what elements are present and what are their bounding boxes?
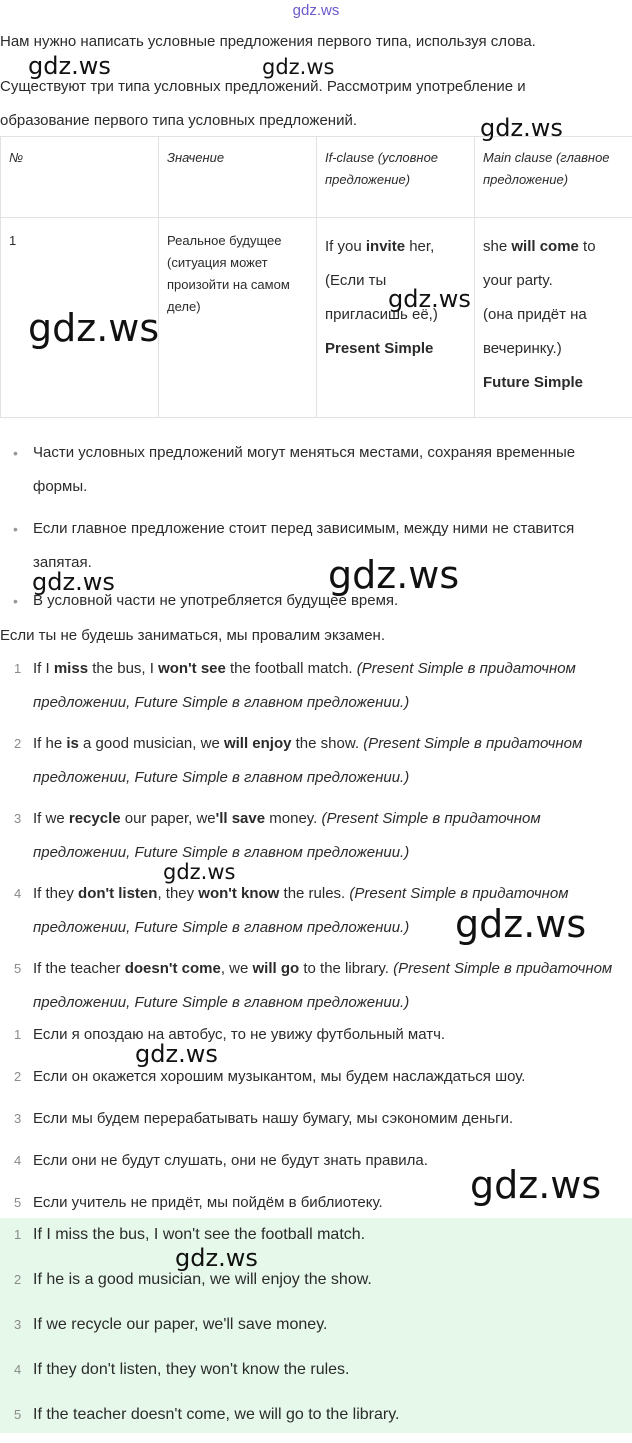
- main-translation: (она придёт на вечеринку.): [483, 298, 624, 366]
- watermark: gdz.ws: [135, 1040, 218, 1068]
- table-header-row: [1, 137, 632, 218]
- final-answers-list: [0, 1218, 632, 1443]
- table-header-main-clause: Main clause (главное предложение): [475, 137, 632, 218]
- watermark: gdz.ws: [262, 55, 334, 79]
- watermark-top: gdz.ws: [0, 2, 632, 19]
- watermark: gdz.ws: [32, 568, 115, 596]
- watermark: gdz.ws: [328, 553, 459, 597]
- watermark: gdz.ws: [175, 1244, 258, 1272]
- list-item: 1 If I miss the bus, I won't see the football match.: [0, 1218, 632, 1263]
- table-cell-num: 1: [1, 218, 159, 418]
- list-item: 4 Если они не будут слушать, они не будут знать правила.: [0, 1148, 632, 1190]
- list-item: 2 If he is a good musician, we will enjoy the show. (Present Simple в придаточном предложении, Future Simple в главном предложении.): [0, 727, 632, 802]
- answers-explained-list: [0, 652, 632, 1027]
- conditional-table: [0, 136, 632, 418]
- watermark: gdz.ws: [388, 285, 471, 313]
- if-tense: Present Simple: [325, 332, 466, 366]
- list-item: • В условной части не употребляется будущее время.: [0, 588, 620, 614]
- intro-line-1: Нам нужно написать условные предложения первого типа, используя слова.: [0, 32, 536, 52]
- watermark: gdz.ws: [480, 114, 563, 142]
- watermark: gdz.ws: [28, 306, 159, 350]
- list-item: 3 If we recycle our paper, we'll save money. (Present Simple в придаточном предложении, Future Simple в главном предложении.): [0, 802, 632, 877]
- list-item: 5 If the teacher doesn't come, we will go to the library.: [0, 1398, 632, 1443]
- list-item: 4 If they don't listen, they won't know the rules.: [0, 1353, 632, 1398]
- list-item: 5 If the teacher doesn't come, we will go to the library. (Present Simple в придаточном предложении, Future Simple в главном предложении.): [0, 952, 632, 1027]
- table-header-meaning: Значение: [159, 137, 317, 218]
- if-translation: (Если ты пригласишь её,): [325, 264, 466, 332]
- watermark: gdz.ws: [455, 902, 586, 946]
- intro-line-2: Существуют три типа условных предложений. Рассмотрим употребление и: [0, 77, 526, 97]
- main-tense: Future Simple: [483, 366, 624, 400]
- watermark: gdz.ws: [28, 52, 111, 80]
- main-example: she will come to your party.: [483, 230, 624, 298]
- list-item: 1 If I miss the bus, I won't see the football match. (Present Simple в придаточном предложении, Future Simple в главном предложении.): [0, 652, 632, 727]
- intro-line-3: образование первого типа условных предложений.: [0, 111, 357, 131]
- table-header-if-clause: If-clause (условное предложение): [317, 137, 475, 218]
- list-item: 4 If they don't listen, they won't know the rules. (Present Simple в придаточном предложении, Future Simple в главном предложении.): [0, 877, 632, 952]
- list-item: 3 If we recycle our paper, we'll save money.: [0, 1308, 632, 1353]
- table-cell-if-clause: [317, 218, 475, 418]
- list-item: 2 Если он окажется хорошим музыкантом, мы будем наслаждаться шоу.: [0, 1064, 632, 1106]
- list-item: • Если главное предложение стоит перед зависимым, между ними не ставится запятая.: [0, 512, 620, 580]
- list-item: 3 Если мы будем перерабатывать нашу бумагу, мы сэкономим деньги.: [0, 1106, 632, 1148]
- task-sentence: Если ты не будешь заниматься, мы провалим экзамен.: [0, 626, 385, 646]
- watermark: gdz.ws: [470, 1163, 601, 1207]
- watermark: gdz.ws: [163, 860, 235, 884]
- if-example: If you invite her,: [325, 230, 466, 264]
- list-item: 5 Если учитель не придёт, мы пойдём в библиотеку.: [0, 1190, 632, 1232]
- table-cell-meaning: Реальное будущее (ситуация может произойти на самом деле): [159, 218, 317, 418]
- table-header-num: №: [1, 137, 159, 218]
- list-item: 2 If he is a good musician, we will enjoy the show.: [0, 1263, 632, 1308]
- table-cell-main-clause: [475, 218, 632, 418]
- list-item: • Части условных предложений могут меняться местами, сохраняя временные формы.: [0, 436, 620, 504]
- list-item: 1 Если я опоздаю на автобус, то не увижу футбольный матч.: [0, 1022, 632, 1064]
